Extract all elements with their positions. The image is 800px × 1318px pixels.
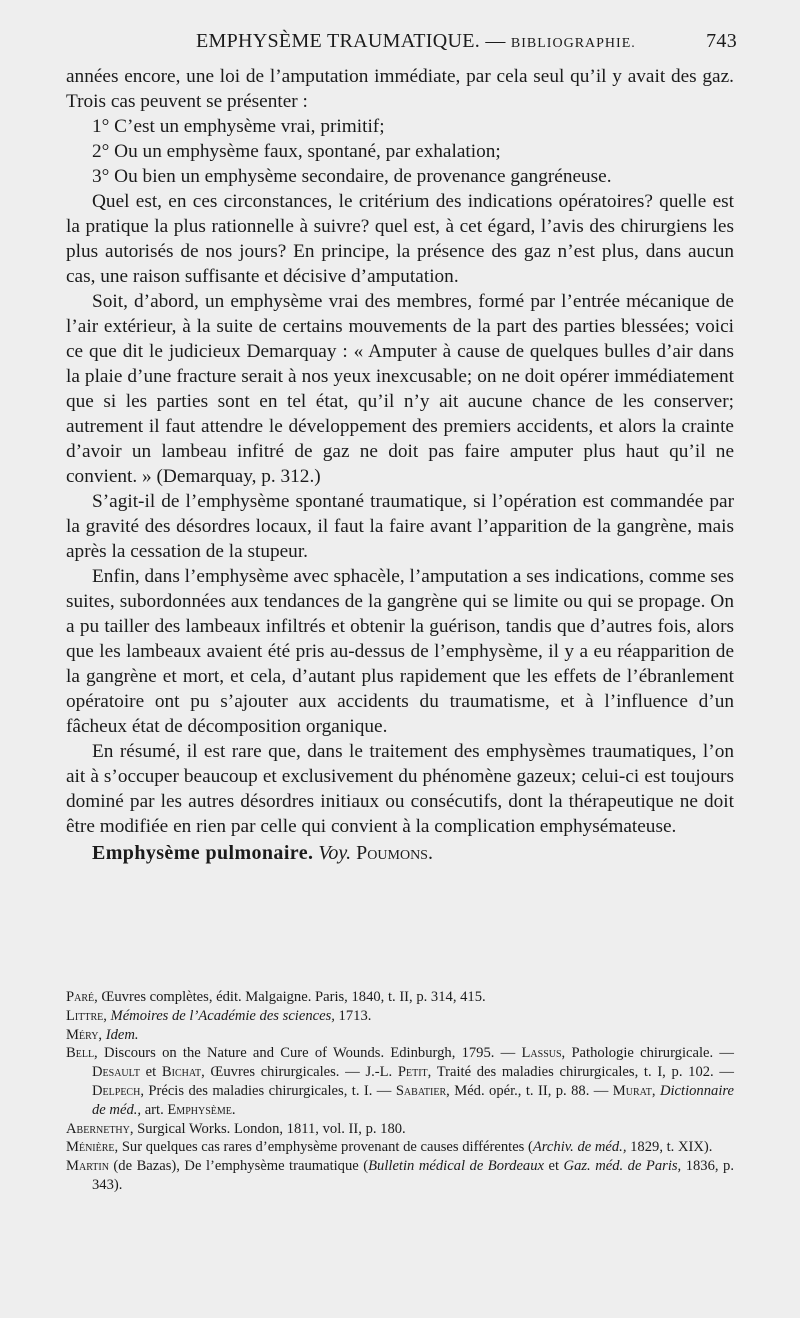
case-item-2: 2° Ou un emphysème faux, spontané, par exhalation; (92, 141, 501, 162)
bibliography-entry: Littre, Mémoires de l’Académie des sciences, 1713. (66, 1007, 372, 1024)
case-item-1: 1° C’est un emphysème vrai, primitif; (92, 116, 385, 137)
paragraph-continuation: années encore, une loi de l’amputation immédiate, par cela seul qu’il y avait des gaz. Trois cas peuvent se présenter : (66, 66, 734, 112)
page-number: 743 (706, 30, 737, 52)
bibliography (66, 988, 734, 1195)
paragraph-sphacele: Enfin, dans l’emphysème avec sphacèle, l’amputation a ses indications, comme ses suites, subordonnées aux tendances de la gangrène qui se limite ou qui se propage. On a pu tailler des lambeaux infiltrés et obtenir la guérison, tandis que d’autres fois, alors que les lambeaux avaient été pris au-dessus de l’emphysème, il y a eu réapparition de la gangrène et mort, et cela, d’autant plus rapidement que les effets de l’ébranlement opératoire ont pu s’ajouter aux accidents du traumatisme, et à l’influence d’un fâcheux état de décomposition organique. (66, 566, 734, 737)
bibliography-entry: Bell, Discours on the Nature and Cure of Wounds. Edinburgh, 1795. — Lassus, Pathologie chirurgicale. — Desault et Bichat, Œuvres chirurgicales. — J.-L. Petit, Traité des maladies chirurgicales, t. I, p. 102. — Delpech, Précis des maladies chirurgicales, t. I. — Sabatier, Méd. opér., t. II, p. 88. — Murat, Dictionnaire de méd., art. Emphysème. (66, 1045, 735, 1118)
voy-label: Voy. (318, 842, 352, 864)
paragraph-indications: Quel est, en ces circonstances, le critérium des indications opératoires? quelle est la pratique la plus rationnelle à suivre? quel est, à cet égard, l’avis des chirurgiens les plus autorisés de nos jours? En principe, la présence des gaz n’est plus, dans aucun cas, une raison suffisante et décisive d’amputation. (66, 191, 734, 287)
running-header (92, 30, 737, 60)
paragraph-emphyseme-vrai: Soit, d’abord, un emphysème vrai des membres, formé par l’entrée mécanique de l’air extérieur, à la suite de certains mouvements de la part des parties blessées; voici ce que dit le judicieux Demarquay : « Amputer à cause de quelques bulles d’air dans la plaie d’une fracture serait à nos yeux inexcusable; on ne doit opérer immédiatement que si les parties sont en tel état, qu’il n’y ait aucune chance de les conserver; autrement il faut attendre le développement des premiers accidents, et alors la crainte d’avoir un lambeau infitré de gaz ne doit pas faire amputer plus haut qu’il ne convient. » (Demarquay, p. 312.) (66, 291, 734, 487)
bibliography-entry: Abernethy, Surgical Works. London, 1811, vol. II, p. 180. (66, 1120, 406, 1137)
main-text (66, 64, 734, 866)
bibliography-entry: Martin (de Bazas), De l’emphysème traumatique (Bulletin médical de Bordeaux et Gaz. méd. de Paris, 1836, p. 343). (66, 1158, 734, 1193)
case-item-3: 3° Ou bien un emphysème secondaire, de provenance gangréneuse. (92, 166, 612, 187)
header-title: EMPHYSÈME TRAUMATIQUE. — BIBLIOGRAPHIE. (196, 30, 636, 52)
entry-term: Emphysème pulmonaire. (92, 842, 314, 864)
bibliography-entry: Paré, Œuvres complètes, édit. Malgaigne. Paris, 1840, t. II, p. 314, 415. (66, 989, 486, 1005)
bibliography-entry: Méry, Idem. (66, 1026, 139, 1043)
bibliography-entry: Ménière, Sur quelques cas rares d’emphysème provenant de causes différentes (Archiv. de méd., 1829, t. XIX). (66, 1139, 713, 1156)
reference-target: Poumons. (356, 842, 433, 864)
header-section: BIBLIOGRAPHIE. (510, 36, 636, 51)
cross-reference (66, 841, 734, 866)
paragraph-emphyseme-spontane: S’agit-il de l’emphysème spontané traumatique, si l’opération est commandée par la gravité des désordres locaux, il faut la faire avant l’apparition de la gangrène, mais après la cessation de la stupeur. (66, 491, 734, 562)
paragraph-resume: En résumé, il est rare que, dans le traitement des emphysèmes traumatiques, l’on ait à s’occuper beaucoup et exclusivement du phénomène gazeux; celui-ci est toujours dominé par les autres désordres initiaux ou consécutifs, dont la thérapeutique ne doit être modifiée en rien par celle qui convient à la complication emphysémateuse. (66, 741, 734, 837)
